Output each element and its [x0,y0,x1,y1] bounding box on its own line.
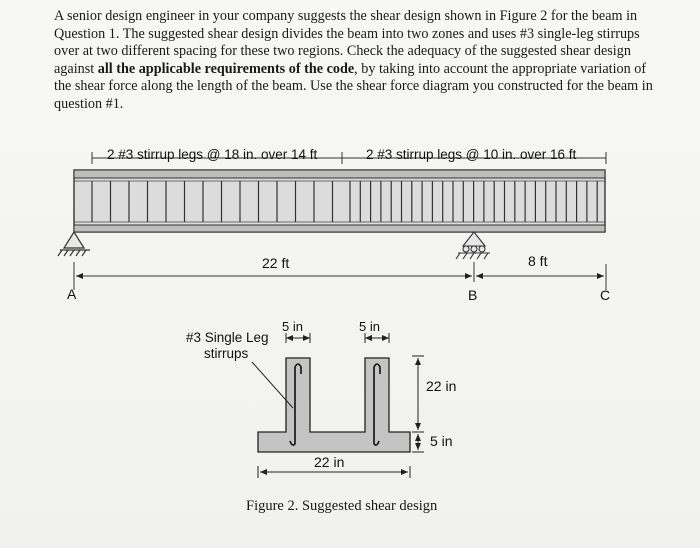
problem-text-part1: A senior design engineer in your company suggests the shear design shown in Figure 2 for the beam in Question 1. The suggested shear design divides the beam into two zones and uses #3 single-leg stirrups over at two different spacing for these two regions. Check the adequacy of the suggested shear design against [54,8,640,77]
roller-support-b [456,232,490,259]
web-width-dims [286,333,389,343]
stirrup-label-line2: stirrups [204,346,249,361]
point-c-label: C [600,287,611,303]
beam [74,170,605,232]
problem-text-part2: , by taking into account the appropriate variation of the shear force along the length of the beam. Use the shear force diagram you constructed for the beam in question #1. [54,60,653,112]
flange-width-label: 22 in [314,454,345,470]
point-b-label: B [468,287,478,303]
span-bc-label: 8 ft [528,253,548,269]
web-width-left-label: 5 in [282,319,303,334]
problem-text-bold: all the applicable requirements of the code [97,60,355,77]
stirrup-label-line1: #3 Single Leg [186,330,269,345]
height-dims [412,356,424,452]
figure-caption: Figure 2. Suggested shear design [246,498,438,514]
web-height-label: 22 in [426,378,457,394]
span-dimension-line [74,262,606,290]
point-a-label: A [67,286,77,302]
zone2-label: 2 #3 stirrup legs @ 10 in. over 16 ft [366,147,577,162]
web-width-right-label: 5 in [359,319,380,334]
span-ab-label: 22 ft [262,255,290,271]
pin-support-a [58,232,90,256]
zone1-label: 2 #3 stirrup legs @ 18 in. over 14 ft [107,147,318,162]
cross-section [258,358,410,452]
flange-thickness-label: 5 in [430,433,453,449]
